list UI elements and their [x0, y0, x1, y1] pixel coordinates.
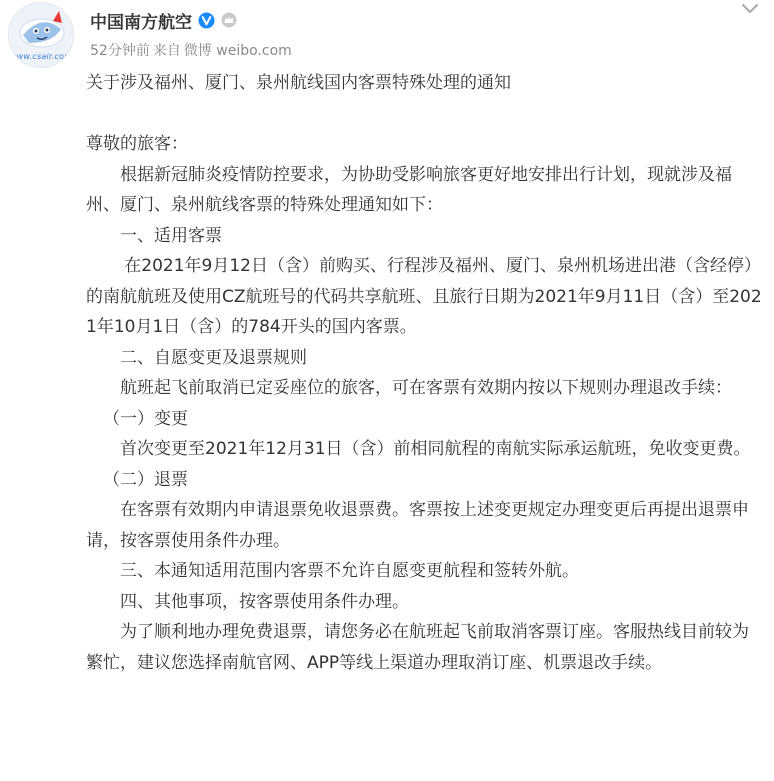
section-4: 四、其他事项，按客票使用条件办理。 [120, 591, 409, 612]
avatar-domain: www.csair.com [9, 52, 73, 61]
sub-1-body: 首次变更至2021年12月31日（含）前相同航程的南航实际承运航班，免收变更费。 [120, 439, 751, 459]
account-header [90, 8, 237, 32]
sub-2-title: （二）退票 [103, 469, 188, 490]
section-3: 三、本通知适用范围内客票不允许自愿变更航程和签转外航。 [120, 561, 579, 581]
post-time[interactable]: 52分钟前 [90, 43, 150, 59]
greeting: 尊敬的旅客： [86, 134, 188, 154]
notice-title: 关于涉及福州、厦门、泉州航线国内客票特殊处理的通知 [86, 73, 511, 93]
sub-2-body: 在客票有效期内申请退票免收退票费。客票按上述变更规定办理变更后再提出退票申请，按客票使用条件办理。 [86, 500, 749, 551]
section-2-title: 二、自愿变更及退票规则 [120, 347, 307, 368]
verified-v-badge-icon [198, 12, 215, 29]
chevron-down-icon[interactable] [740, 2, 760, 16]
account-name[interactable]: 中国南方航空 [90, 12, 192, 33]
from-label: 来自 [152, 43, 181, 59]
post-content [86, 68, 762, 678]
post-source[interactable]: 微博 weibo.com [183, 43, 292, 59]
section-1-body: 在2021年9月12日（含）前购买、行程涉及福州、厦门、泉州机场进出港（含经停）的南航航班及使用CZ航班号的代码共享航班、且旅行日期为2021年9月11日（含）至2021年10月1日（含）的784开头的国内客票。 [86, 256, 762, 337]
intro-paragraph: 根据新冠肺炎疫情防控要求，为协助受影响旅客更好地安排出行计划，现就涉及福州、厦门、泉州航线客票的特殊处理通知如下： [86, 164, 732, 215]
sub-1-title: （一）变更 [103, 408, 188, 429]
member-crown-icon[interactable] [221, 12, 237, 28]
section-1-title: 一、适用客票 [120, 225, 222, 246]
post-meta [90, 40, 292, 60]
avatar[interactable] [8, 2, 74, 68]
section-2-body: 航班起飞前取消已定妥座位的旅客，可在客票有效期内按以下规则办理退改手续： [120, 378, 732, 398]
spacer [86, 99, 762, 130]
closing-paragraph: 为了顺利地办理免费退票，请您务必在航班起飞前取消客票订座。客服热线目前较为繁忙，建议您选择南航官网、APP等线上渠道办理取消订座、机票退改手续。 [86, 622, 749, 673]
